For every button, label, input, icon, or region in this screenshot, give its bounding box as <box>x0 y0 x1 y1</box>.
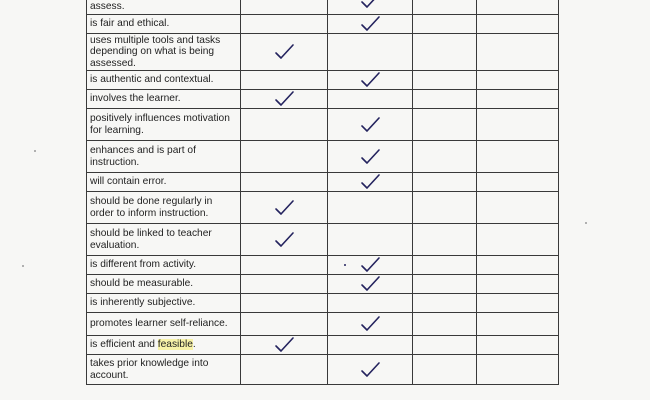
response-cell-3 <box>413 224 477 256</box>
check-mark-icon <box>273 199 295 217</box>
response-cell-2 <box>328 336 413 355</box>
statement-cell <box>87 141 241 173</box>
statement-text: positively influences motivation for learning. <box>90 113 230 136</box>
response-cell-3 <box>413 173 477 192</box>
response-cell-2 <box>328 256 413 275</box>
statement-cell <box>87 336 241 355</box>
check-mark-icon <box>359 116 381 134</box>
response-cell-1 <box>241 275 328 294</box>
table-row <box>87 109 559 141</box>
table-row <box>87 71 559 90</box>
response-cell-2 <box>328 34 413 71</box>
paper-speck <box>34 150 36 152</box>
table-row <box>87 0 559 15</box>
statement-cell <box>87 109 241 141</box>
response-cell-2 <box>328 224 413 256</box>
check-mark-icon <box>359 173 381 191</box>
statement-text: is authentic and contextual. <box>90 74 214 86</box>
statement-text: is fair and ethical. <box>90 18 170 30</box>
response-cell-4 <box>477 109 559 141</box>
response-cell-1 <box>241 90 328 109</box>
response-cell-4 <box>477 313 559 336</box>
statement-cell <box>87 34 241 71</box>
response-cell-2 <box>328 173 413 192</box>
response-cell-2 <box>328 294 413 313</box>
response-cell-2 <box>328 192 413 224</box>
statement-text: involves the learner. <box>90 93 181 105</box>
table-row <box>87 275 559 294</box>
response-cell-4 <box>477 336 559 355</box>
check-mark-icon <box>273 231 295 249</box>
table-row <box>87 336 559 355</box>
response-cell-1 <box>241 336 328 355</box>
response-cell-3 <box>413 90 477 109</box>
table-row <box>87 141 559 173</box>
response-cell-3 <box>413 275 477 294</box>
statement-cell <box>87 256 241 275</box>
response-cell-1 <box>241 71 328 90</box>
statement-text: should be done regularly in order to inform instruction. <box>90 196 213 219</box>
statement-cell <box>87 173 241 192</box>
response-cell-4 <box>477 141 559 173</box>
statement-text: uses multiple tools and tasks depending on what is being assessed. <box>90 34 221 69</box>
response-cell-4 <box>477 294 559 313</box>
table-row <box>87 192 559 224</box>
pen-dot <box>344 264 346 266</box>
statement-text: should be measurable. <box>90 278 194 290</box>
response-cell-3 <box>413 0 477 15</box>
statement-cell <box>87 15 241 34</box>
check-mark-icon <box>359 256 381 274</box>
table-row <box>87 90 559 109</box>
check-mark-icon <box>273 336 295 354</box>
statement-cell <box>87 355 241 385</box>
response-cell-3 <box>413 15 477 34</box>
response-cell-1 <box>241 15 328 34</box>
response-cell-4 <box>477 0 559 15</box>
response-cell-1 <box>241 224 328 256</box>
response-cell-3 <box>413 192 477 224</box>
paper-speck <box>22 265 24 267</box>
statement-text: is different from activity. <box>90 259 197 271</box>
highlighted-word: feasible <box>157 339 193 351</box>
check-mark-icon <box>359 361 381 379</box>
response-cell-3 <box>413 141 477 173</box>
response-cell-2 <box>328 71 413 90</box>
response-cell-4 <box>477 275 559 294</box>
statement-text: is inherently subjective. <box>90 297 196 309</box>
check-mark-icon <box>359 71 381 89</box>
statement-cell <box>87 192 241 224</box>
table-row <box>87 294 559 313</box>
response-cell-1 <box>241 355 328 385</box>
check-mark-icon <box>359 148 381 166</box>
statement-cell <box>87 313 241 336</box>
response-cell-3 <box>413 336 477 355</box>
table-row <box>87 15 559 34</box>
statement-text: is efficient and feasible. <box>90 339 196 351</box>
response-cell-2 <box>328 355 413 385</box>
response-cell-1 <box>241 141 328 173</box>
paper-speck <box>585 222 587 224</box>
statement-text: takes prior knowledge into account. <box>90 358 209 381</box>
table-row <box>87 34 559 71</box>
response-cell-1 <box>241 294 328 313</box>
response-cell-1 <box>241 313 328 336</box>
response-cell-1 <box>241 192 328 224</box>
response-cell-2 <box>328 0 413 15</box>
response-cell-1 <box>241 173 328 192</box>
response-cell-3 <box>413 34 477 71</box>
response-cell-1 <box>241 0 328 15</box>
response-cell-4 <box>477 90 559 109</box>
response-cell-2 <box>328 313 413 336</box>
response-cell-2 <box>328 109 413 141</box>
assessment-statements-table <box>86 0 559 385</box>
response-cell-1 <box>241 34 328 71</box>
table-row <box>87 173 559 192</box>
check-mark-icon <box>359 0 381 10</box>
response-cell-2 <box>328 15 413 34</box>
check-mark-icon <box>273 43 295 61</box>
response-cell-4 <box>477 192 559 224</box>
check-mark-icon <box>359 315 381 333</box>
table-row <box>87 224 559 256</box>
response-cell-2 <box>328 90 413 109</box>
response-cell-3 <box>413 355 477 385</box>
response-cell-4 <box>477 224 559 256</box>
statement-text: will contain error. <box>90 176 167 188</box>
response-cell-4 <box>477 256 559 275</box>
statement-cell <box>87 0 241 15</box>
check-mark-icon <box>359 275 381 293</box>
statement-text: enhances and is part of instruction. <box>90 145 196 168</box>
statement-text: should be linked to teacher evaluation. <box>90 228 212 251</box>
statement-cell <box>87 294 241 313</box>
check-mark-icon <box>273 90 295 108</box>
response-cell-4 <box>477 355 559 385</box>
response-cell-3 <box>413 313 477 336</box>
response-cell-1 <box>241 256 328 275</box>
check-mark-icon <box>359 15 381 33</box>
statement-text: assess. <box>90 0 125 12</box>
response-cell-3 <box>413 109 477 141</box>
statement-text: promotes learner self-reliance. <box>90 318 228 330</box>
table-row <box>87 256 559 275</box>
response-cell-4 <box>477 71 559 90</box>
response-cell-3 <box>413 71 477 90</box>
statement-cell <box>87 275 241 294</box>
response-cell-4 <box>477 173 559 192</box>
response-cell-2 <box>328 141 413 173</box>
response-cell-3 <box>413 256 477 275</box>
response-cell-2 <box>328 275 413 294</box>
response-cell-3 <box>413 294 477 313</box>
statement-cell <box>87 90 241 109</box>
response-cell-1 <box>241 109 328 141</box>
response-cell-4 <box>477 34 559 71</box>
statement-cell <box>87 224 241 256</box>
table-row <box>87 313 559 336</box>
statement-cell <box>87 71 241 90</box>
table-row <box>87 355 559 385</box>
response-cell-4 <box>477 15 559 34</box>
